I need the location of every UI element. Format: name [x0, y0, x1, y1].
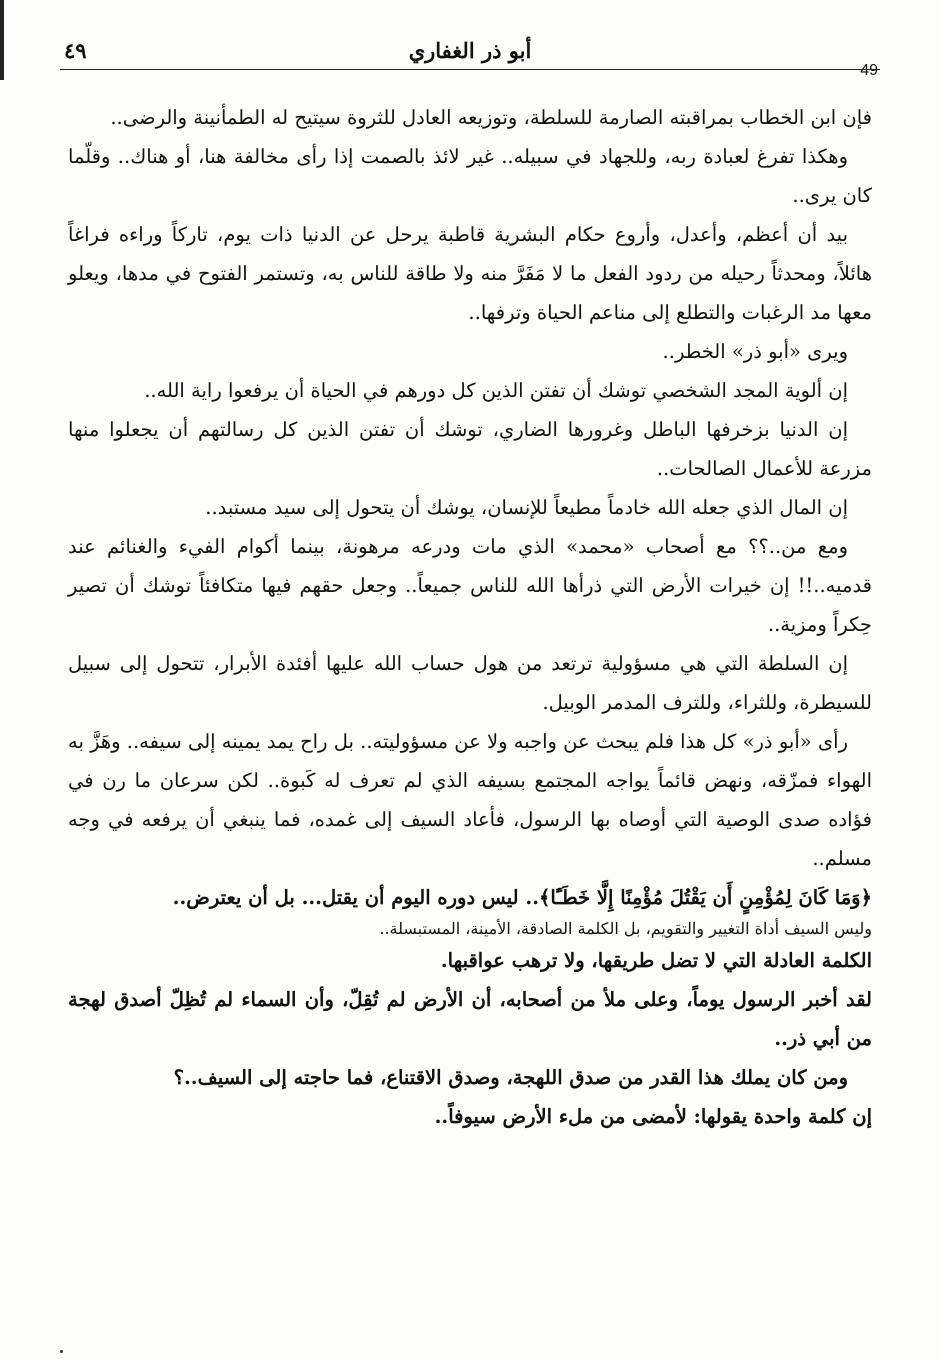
running-title: أبو ذر الغفاري: [408, 38, 532, 63]
paragraph-13: الكلمة العادلة التي لا تضل طريقها، ولا ترهب عواقبها.: [440, 949, 872, 972]
quran-verse-paragraph: ﴿وَمَا كَانَ لِمُؤْمِنٍ أَن يَقْتُلَ مُؤْمِنًا إِلَّا خَطَـًٔا﴾.. ليس دوره اليوم أن يقتل... بل أن يعترض..: [172, 886, 872, 909]
paragraph-1: فإن ابن الخطاب بمراقبته الصارمة للسلطة، وتوزيعه العادل للثروة سيتيح له الطمأنينة والرضى..: [110, 106, 872, 129]
paragraph-16: إن كلمة واحدة يقولها: لأمضى من ملء الأرض سيوفاً..: [434, 1105, 872, 1128]
header-rule: [60, 69, 880, 70]
paragraph-10: رأى «أبو ذر» كل هذا فلم يبحث عن واجبه ولا عن مسؤوليته.. بل راح يمد يمينه إلى سيفه.. وهَزَّ به الهواء فمزّقه، ونهض قائماً يواجه المجتمع بسيفه الذي لم تعرف له كَبوة.. لكن سرعان ما رن في فؤاده صدى الوصية التي أوصاه بها الرسول، فأعاد السيف إلى غمده، فما ينبغي أن يرفعه في وجه مسلم..: [68, 730, 872, 870]
paragraph-9: إن السلطة التي هي مسؤولية ترتعد من هول حساب الله عليها أفئدة الأبرار، تتحول إلى سبيل للسيطرة، وللثراء، وللترف المدمر الوبيل.: [68, 652, 872, 714]
page-number-arabic: ٤٩: [64, 38, 87, 63]
page-number-latin: 49: [860, 62, 878, 79]
paragraph-5: إن ألوية المجد الشخصي توشك أن تفتن الذين كل دورهم في الحياة أن يرفعوا راية الله..: [144, 379, 848, 402]
paragraph-3: بيد أن أعظم، وأعدل، وأروع حكام البشرية قاطبة يرحل عن الدنيا ذات يوم، تاركاً وراءه فراغاً هائلاً، ومحدثاً رحيله من ردود الفعل ما لا مَفَرَّ منه ولا طاقة للناس به، وتستمر الفتوح في مدها، ويعلو معها مد الرغبات والتطلع إلى مناعم الحياة وترفها..: [68, 223, 872, 324]
stray-ink-dot: [60, 1350, 63, 1353]
paragraph-4: ويرى «أبو ذر» الخطر..: [662, 340, 848, 363]
page-edge-mark: [0, 0, 4, 80]
paragraph-6: إن الدنيا بزخرفها الباطل وغرورها الضاري، توشك أن تفتن الذين كل رسالتهم أن يجعلوا منها مزرعة للأعمال الصالحات..: [68, 418, 872, 480]
paragraph-8: ومع من..؟؟ مع أصحاب «محمد» الذي مات ودرعه مرهونة، بينما أكوام الفيء والغنائم عند قدميه..!! إن خيرات الأرض التي ذرأها الله للناس جميعاً.. وجعل حقهم فيها متكافئاً توشك أن تصير حِكراً ومزية..: [68, 535, 872, 636]
paragraph-12: وليس السيف أداة التغيير والتقويم، بل الكلمة الصادقة، الأمينة، المستبسلة..: [379, 919, 872, 938]
paragraph-2: وهكذا تفرغ لعبادة ربه، وللجهاد في سبيله.. غير لائذ بالصمت إذا رأى مخالفة هنا، أو هناك.. وقلّما كان يرى..: [68, 145, 872, 207]
paragraph-15: ومن كان يملك هذا القدر من صدق اللهجة، وصدق الاقتناع، فما حاجته إلى السيف..؟: [173, 1066, 848, 1089]
page-body: [68, 98, 872, 1136]
page-header: [60, 30, 880, 70]
paragraph-7: إن المال الذي جعله الله خادماً مطيعاً للإنسان، يوشك أن يتحول إلى سيد مستبد..: [205, 496, 848, 519]
paragraph-14: لقد أخبر الرسول يوماً، وعلى ملأ من أصحابه، أن الأرض لم تُقِلّ، وأن السماء لم تُظِلّ أصدق لهجة من أبي ذر..: [68, 988, 872, 1050]
